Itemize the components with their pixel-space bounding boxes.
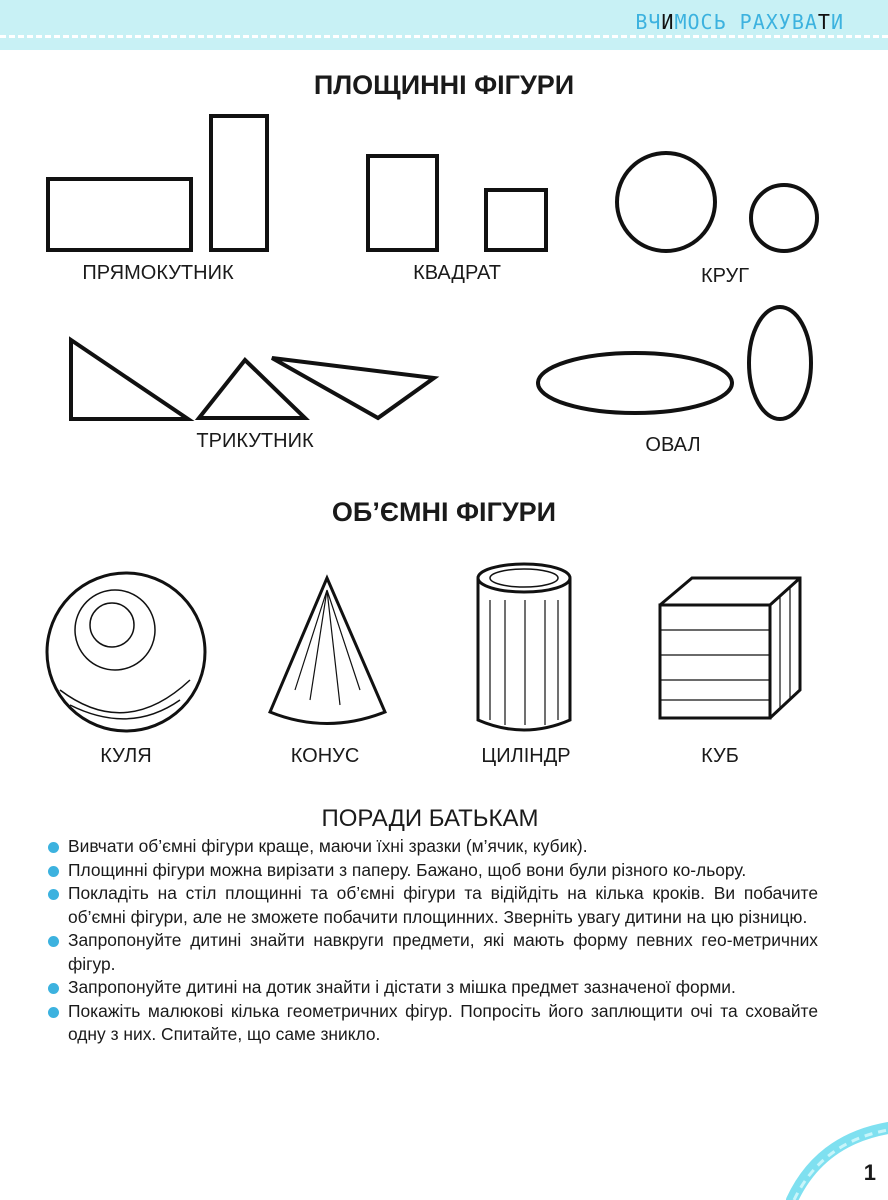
page-number: 1 <box>863 1160 876 1185</box>
tip-item: Покажіть малюкові кілька геометричних фігур. Попросіть його заплющити очі та сховайте одну з них. Спитайте, що саме зникло. <box>46 1000 818 1047</box>
flat-shapes-title: ПЛОЩИННІ ФІГУРИ <box>313 70 575 100</box>
header-title-part: И <box>661 10 675 34</box>
header-title-part: МОСЬ РАХУВА <box>674 10 818 34</box>
label-oval: ОВАЛ <box>645 434 701 456</box>
tips-title: ПОРАДИ БАТЬКАМ <box>321 805 539 832</box>
header-title-part: И <box>830 10 844 34</box>
label-square: КВАДРАТ <box>413 262 501 284</box>
tips-list <box>46 835 818 1047</box>
label-circle: КРУГ <box>700 265 750 287</box>
label-cube: КУБ <box>701 745 739 767</box>
rectangle-horizontal <box>48 179 191 250</box>
label-cone: КОНУС <box>290 745 360 767</box>
label-rectangle: ПРЯМОКУТНИК <box>82 262 234 284</box>
label-triangle: ТРИКУТНИК <box>196 430 314 452</box>
square-large <box>368 156 437 250</box>
sphere-drawing <box>47 573 205 731</box>
square-small <box>486 190 546 250</box>
oval-vertical <box>749 307 811 419</box>
tip-item: Площинні фігури можна вирізати з паперу. Бажано, щоб вони були різного ко-льору. <box>46 859 818 883</box>
label-sphere: КУЛЯ <box>100 745 152 767</box>
cube-drawing <box>660 578 800 718</box>
circle-large <box>617 153 715 251</box>
triangle-right <box>71 340 188 419</box>
cone-drawing <box>270 578 385 724</box>
label-cylinder: ЦИЛІНДР <box>481 745 571 767</box>
header-title-part: Т <box>817 10 831 34</box>
header-title-part: ВЧ <box>635 10 662 34</box>
rectangle-vertical <box>211 116 267 250</box>
oval-horizontal <box>538 353 732 413</box>
tip-item: Покладіть на стіл площинні та об’ємні фігури та відійдіть на кілька кроків. Ви побачите об’ємні фігури, але не зможете побачити площинних. Зверніть увагу дитини на цю різницю. <box>46 882 818 929</box>
cylinder-drawing <box>478 564 570 730</box>
tip-item: Вивчати об’ємні фігури краще, маючи їхні зразки (м’ячик, кубик). <box>46 835 818 859</box>
solid-shapes-title: ОБ’ЄМНІ ФІГУРИ <box>331 497 557 527</box>
tip-item: Запропонуйте дитині на дотик знайти і дістати з мішка предмет зазначеної форми. <box>46 976 818 1000</box>
tip-item: Запропонуйте дитині знайти навкруги предмети, які мають форму певних гео-метричних фігур. <box>46 929 818 976</box>
circle-small <box>751 185 817 251</box>
